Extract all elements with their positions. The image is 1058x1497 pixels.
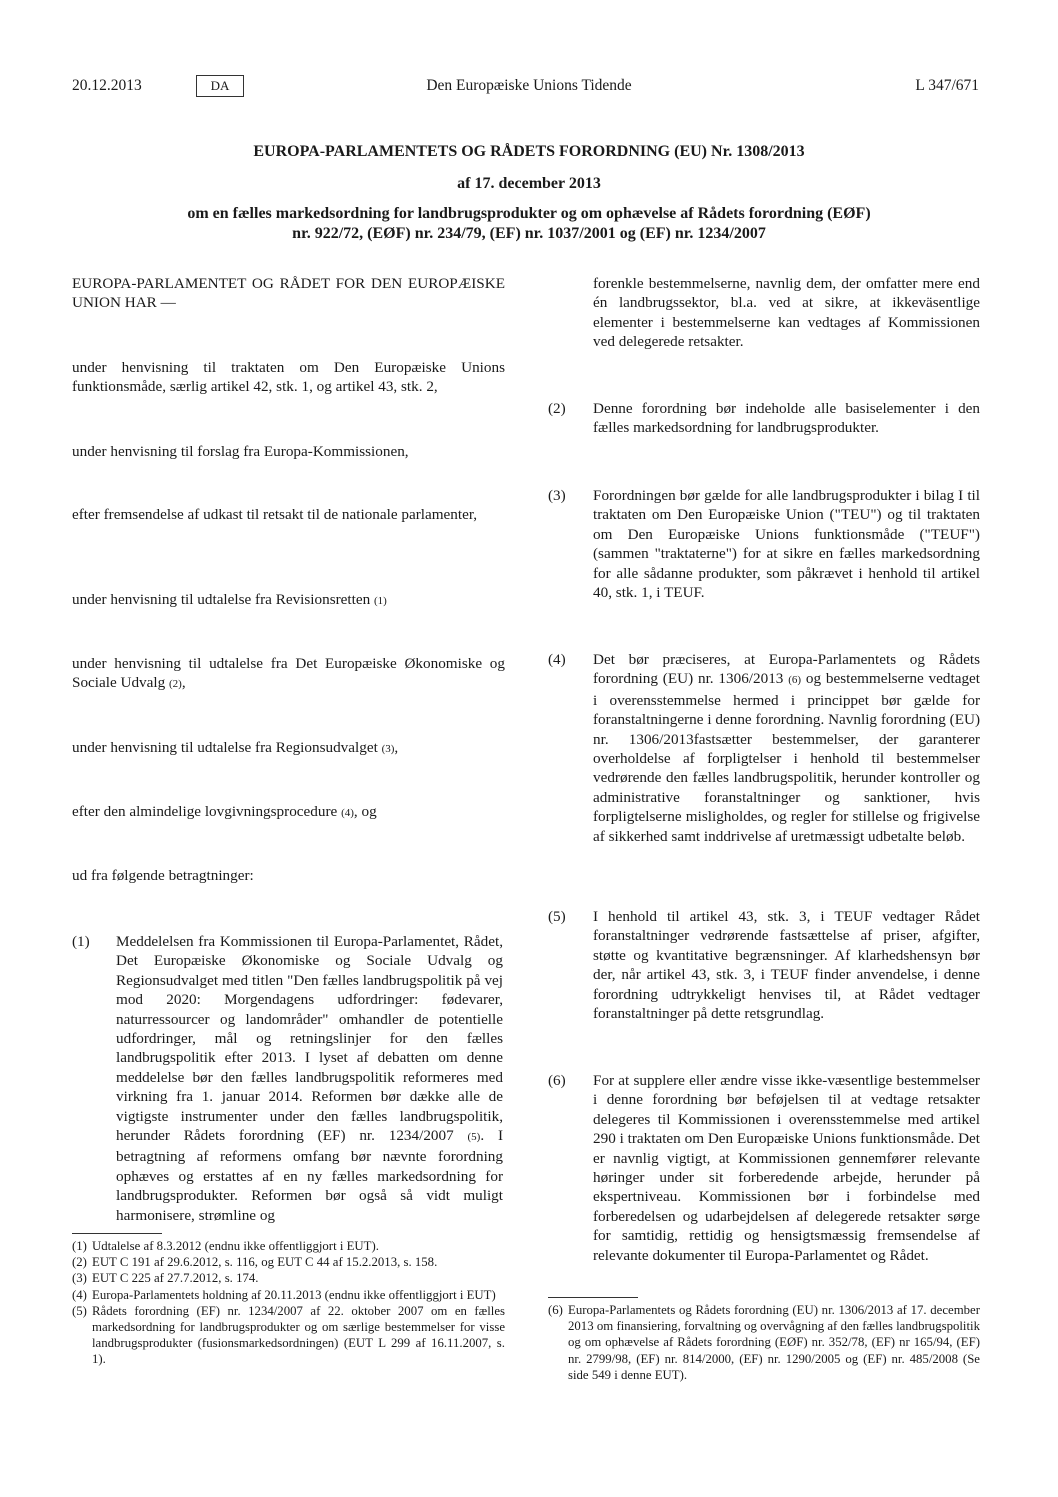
journal-title: Den Europæiske Unions Tidende — [426, 77, 632, 94]
citation-4-text: under henvisning til udtalelse fra Revisionsretten — [72, 591, 371, 608]
citation-5-text: under henvisning til udtalelse fra Det Europæiske Økonomiske og Sociale Udvalg — [72, 655, 505, 692]
footnote-separator-left — [72, 1233, 162, 1234]
footnote-3-text: EUT C 225 af 27.7.2012, s. 174. — [92, 1271, 259, 1286]
citation-6-text: under henvisning til udtalelse fra Regionsudvalget — [72, 739, 378, 756]
language-badge: DA — [196, 75, 244, 97]
footnote-5-text: Rådets forordning (EF) nr. 1234/2007 af 22. oktober 2007 om en fælles markedsordning for landbrugsprodukter og om særlige bestemmelser for visse landbrugsprodukter (fusionsmarkedsordningen) (EUT L 299 af 16.11.2007, s. 1). — [92, 1303, 505, 1367]
citation-4 — [72, 590, 505, 611]
footnote-ref-5[interactable]: (5) — [467, 1131, 481, 1144]
footnote-6-number: (6) — [548, 1303, 563, 1317]
footnote-2 — [72, 1254, 505, 1270]
footnote-2-text: EUT C 191 af 29.6.2012, s. 116, og EUT C 44 af 15.2.2013, s. 158. — [92, 1255, 438, 1270]
footnote-ref-1[interactable]: (1) — [374, 595, 387, 607]
citation-7-end: , og — [353, 803, 377, 820]
citation-5-end: , — [181, 674, 186, 692]
footnote-2-number: (2) — [72, 1255, 87, 1270]
footnote-ref-3[interactable]: (3) — [381, 743, 395, 755]
document-subject — [0, 204, 1058, 243]
footnote-4-text: Europa-Parlamentets holdning af 20.11.2013 (endnu ikke offentliggjort i EUT) — [92, 1287, 496, 1302]
citation-1: under henvisning til traktaten om Den Europæiske Unions funktionsmåde, særlig artikel 42, stk. 1, og artikel 43, stk. 2, — [72, 359, 505, 396]
recital-1-number: (1) — [72, 933, 90, 950]
footnote-1-number: (1) — [72, 1239, 87, 1253]
footnotes-left — [72, 1238, 505, 1368]
footnote-6 — [548, 1302, 980, 1383]
recital-3: Forordningen bør gælde for alle landbrugsprodukter i bilag I til traktaten om Den Europæiske Union ("TEU") og til traktaten om Den Europæiske Unions funktionsmåde ("TEUF") (sammen "traktaterne") for at sikre en fælles markedsordning for alle sådanne produkter, som påkrævet i henhold til artikel 40, stk. 1, i TEUF. — [593, 487, 980, 602]
recital-1-text-b: . I betragtning af reformens omfang bør nævnte forordning ophæves og erstattes af en ny fælles markedsordning for landbrugsprodukter. Reformen bør også så vidt muligt harmonisere, strømline og — [116, 1127, 504, 1224]
title-line-3: om en fælles markedsordning for landbrugsprodukter og om ophævelse af Rådets forordning (EØF) — [187, 205, 871, 222]
footnote-ref-2[interactable]: (2) — [169, 678, 182, 691]
recital-2: Denne forordning bør indeholde alle basiselementer i den fælles markedsordning for landbrugsprodukter. — [593, 400, 980, 437]
citation-6-end: , — [394, 739, 399, 756]
recital-1-text-a: Meddelelsen fra Kommissionen til Europa-Parlamentet, Rådet, Det Europæiske Økonomiske og Sociale Udvalg og Regionsudvalget med titlen "Den fælles landbrugspolitik på vej mod 2020: Morgendagens udfordringer: fødevarer, naturressourcer og landområder" omhandler de potentielle udfordringer, mål og retningslinjer for den fælles landbrugspolitik efter 2013. I lyset af debatten om denne meddelelse bør den fælles landbrugspolitik reformeres med virkning fra 1. januar 2014. Reformen bør dække alle de vigtigste instrumenter under den fælles landbrugspolitik, herunder Rådets forordning (EF) nr. 1234/2007 — [116, 933, 503, 1145]
recital-3-number: (3) — [548, 487, 566, 504]
title-line-1: EUROPA-PARLAMENTETS OG RÅDETS FORORDNING (EU) Nr. 1308/2013 — [253, 143, 805, 160]
citation-2: under henvisning til forslag fra Europa-Kommissionen, — [72, 443, 409, 460]
citation-5 — [72, 654, 505, 695]
footnote-6-text: Europa-Parlamentets og Rådets forordning (EU) nr. 1306/2013 af 17. december 2013 om finansiering, forvaltning og overvågning af den fælles landbrugspolitik og om ophævelse af Rådets forordning (EØF) nr. 352/78, (EF) nr 165/94, (EF) nr. 2799/98, (EF) nr. 814/2000, (EF) nr. 1290/2005 og (EF) nr. 485/2008 (Se side 549 i denne EUT). — [568, 1303, 980, 1382]
footnote-1-text: Udtalelse af 8.3.2012 (endnu ikke offentliggjort i EUT). — [92, 1239, 379, 1253]
footnote-5 — [72, 1303, 505, 1368]
citation-6 — [72, 738, 505, 759]
citation-3: efter fremsendelse af udkast til retsakt til de nationale parlamenter, — [72, 506, 478, 523]
footnote-ref-4[interactable]: (4) — [341, 807, 354, 819]
footnote-4 — [72, 1287, 505, 1303]
recital-1 — [116, 932, 503, 1225]
footnote-ref-6[interactable]: (6) — [788, 674, 802, 687]
recitals-intro: ud fra følgende betragtninger: — [72, 867, 254, 884]
document-title — [0, 142, 1058, 162]
footnotes-right — [548, 1302, 980, 1383]
recital-4-text-b: og bestemmelserne vedtaget i overensstemmelse hermed i princippet bør gælde for foranstaltningerne i denne forordning. Navnlig forordning (EU) nr. 1306/2013fastsætter bestemmelser, der garanterer overholdelse af forpligtelser i henhold til bestemmelser vedrørende den fælles landbrugspolitik, herunder kontroller og administrative foranstaltninger og sanktioner, hvis forpligtelserne misligholdes, og regler for stillelse og frigivelse af sikkerhed samt inddrivelse af uretmæssigt udbetalte beløb. — [593, 670, 980, 845]
recital-5-number: (5) — [548, 908, 566, 925]
recital-4-number: (4) — [548, 651, 566, 668]
publication-date: 20.12.2013 — [72, 77, 142, 94]
recital-6: For at supplere eller ændre visse ikke-væsentlige bestemmelser i denne forordning bør beføjelsen til at vedtage retsakter delegeres til Kommissionen i overensstemmelse med artikel 290 i traktaten om Den Europæiske Unions funktionsmåde. Det er navnlig vigtigt, at Kommissionen gennemfører relevante høringer under sit forberedende arbejde, herunder på ekspertniveau. Kommissionen bør i forbindelse med forberedelsen og udarbejdelsen af delegerede retsakter sørge for samtidig, rettidig og hensigtsmæssig fremsendelse af relevante dokumenter til Europa-Parlamentet og Rådet. — [593, 1072, 980, 1264]
footnote-1 — [72, 1238, 505, 1254]
citation-7 — [72, 802, 505, 823]
recital-4-text-a: Det bør præciseres, at Europa-Parlamentets og Rådets forordning (EU) nr. 1306/2013 — [593, 651, 980, 688]
footnote-3 — [72, 1270, 505, 1286]
footnote-3-number: (3) — [72, 1271, 87, 1286]
recital-5: I henhold til artikel 43, stk. 3, i TEUF vedtager Rådet foranstaltninger vedrørende fastsættelse af priser, afgifter, støtte og kvantitative begrænsninger. Af klarhedshensyn bør der, når artikel 43, stk. 3, i TEUF finder anvendelse, i denne forordning udtrykkeligt henvises til, at Rådet vedtager foranstaltninger på dette retsgrundlag. — [593, 908, 980, 1023]
recital-6-number: (6) — [548, 1072, 566, 1089]
preamble: EUROPA-PARLAMENTET OG RÅDET FOR DEN EUROPÆISKE UNION HAR — — [72, 275, 505, 312]
title-line-2: af 17. december 2013 — [457, 175, 601, 192]
footnote-separator-right — [548, 1297, 638, 1298]
document-date-line — [0, 174, 1058, 194]
recital-4 — [593, 650, 980, 846]
footnote-5-number: (5) — [72, 1303, 87, 1318]
page-reference: L 347/671 — [915, 77, 979, 94]
footnote-4-number: (4) — [72, 1287, 87, 1302]
title-line-4: nr. 922/72, (EØF) nr. 234/79, (EF) nr. 1037/2001 og (EF) nr. 1234/2007 — [292, 224, 766, 242]
recital-2-number: (2) — [548, 400, 566, 417]
recital-1-continued: forenkle bestemmelserne, navnlig dem, der omfatter mere end én landbrugssektor, bl.a. ved at sikre, at ikkeväsentlige elementer i bestemmelserne kan vedtages af Kommissionen ved delegerede retsakter. — [593, 275, 980, 351]
citation-7-text: efter den almindelige lovgivningsprocedure — [72, 803, 338, 820]
